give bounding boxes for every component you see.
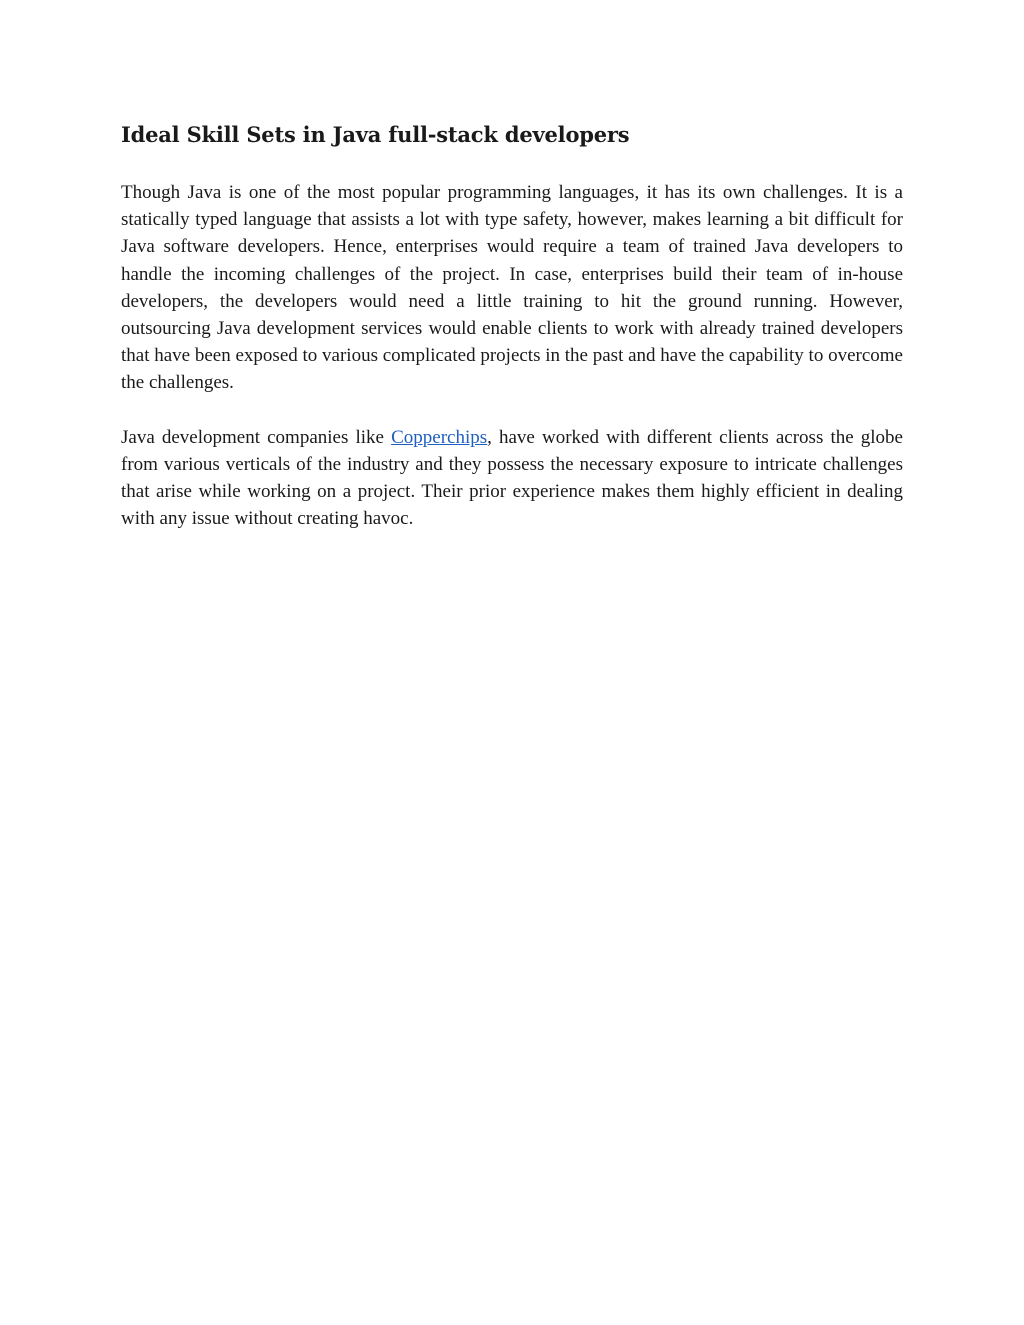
document-page: [121, 118, 903, 532]
paragraph-text-before-link: Java development companies like: [121, 426, 392, 448]
paragraph-java-companies: [121, 424, 903, 533]
paragraph-java-challenges: Though Java is one of the most popular programming languages, it has its own challenges. It is a statically typed language that assists a lot with type safety, however, makes learning a bit difficult for Java software developers. Hence, enterprises would require a team of trained Java developers to handle the incoming challenges of the project. In case, enterprises build their team of in-house developers, the developers would need a little training to hit the ground running. However, outsourcing Java development services would enable clients to work with already trained developers that have been exposed to various complicated projects in the past and have the capability to overcome the challenges.: [121, 182, 903, 394]
copperchips-link[interactable]: Copperchips: [391, 426, 488, 448]
paragraph-text-after-link: , have worked with different clients across the globe from various verticals of the industry and they possess the necessary exposure to intricate challenges that arise while working on a project. Their prior experience makes them highly efficient in dealing with any issue without creating havoc.: [121, 426, 903, 530]
document-title: Ideal Skill Sets in Java full-stack developers: [121, 122, 630, 147]
